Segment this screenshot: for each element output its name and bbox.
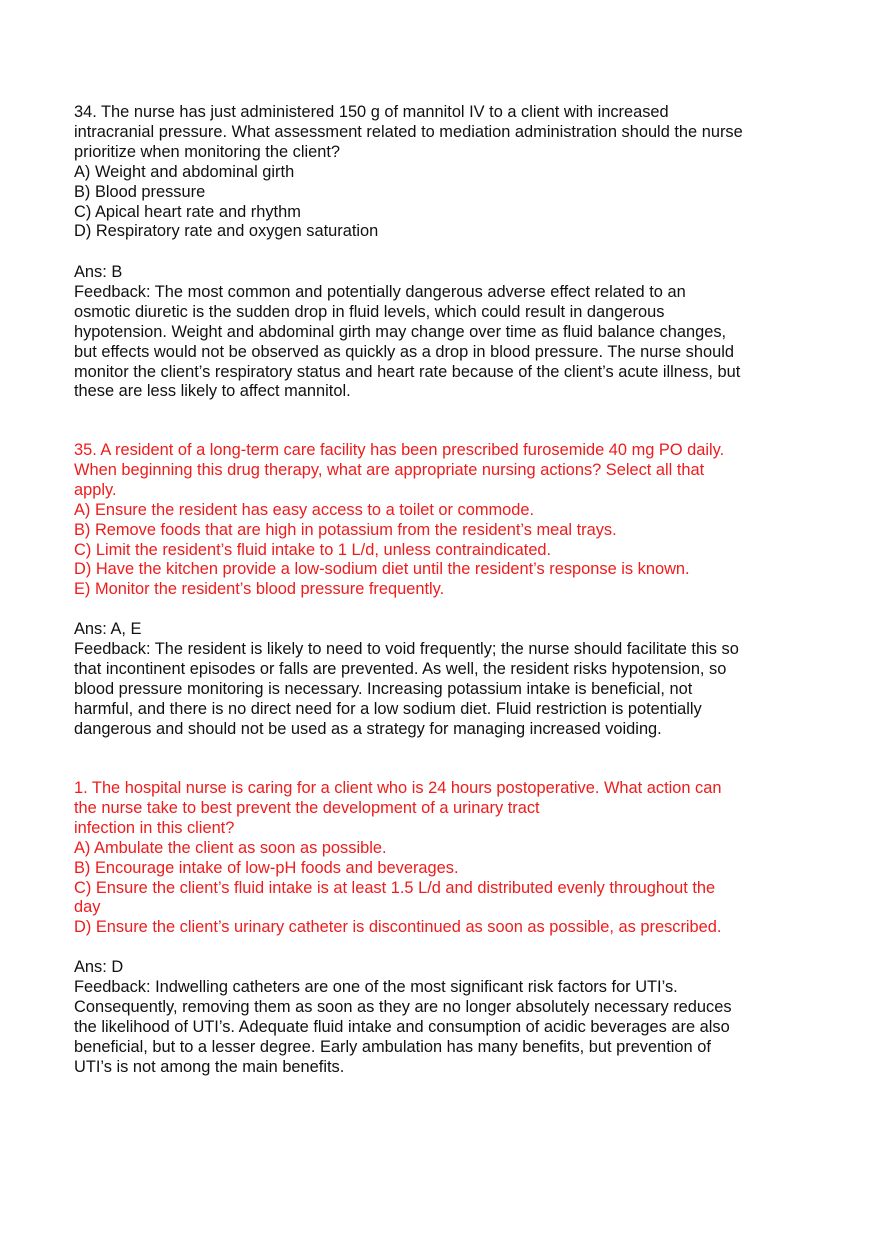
stem-line: 35. A resident of a long-term care facility has been prescribed furosemide 40 mg PO daily. bbox=[74, 441, 725, 459]
option-b: B) Remove foods that are high in potassium from the resident’s meal trays. bbox=[74, 520, 617, 539]
option-e: E) Monitor the resident’s blood pressure frequently. bbox=[74, 580, 445, 599]
option-c: C) Apical heart rate and rhythm bbox=[74, 202, 301, 221]
option-a: A) Weight and abdominal girth bbox=[74, 162, 295, 181]
feedback-line: but effects would not be observed as quickly as a drop in blood pressure. The nurse should bbox=[74, 342, 734, 361]
option-b: B) Encourage intake of low-pH foods and beverages. bbox=[74, 858, 459, 877]
feedback-line: UTI’s is not among the main benefits. bbox=[74, 1057, 345, 1076]
answer-key: Ans: A, E bbox=[74, 620, 142, 638]
question-1-stem bbox=[74, 779, 814, 839]
option-c-continued: day bbox=[74, 898, 101, 917]
question-1-options bbox=[74, 839, 814, 939]
stem-line: When beginning this drug therapy, what are appropriate nursing actions? Select all that bbox=[74, 460, 705, 479]
feedback-line: Feedback: The most common and potentially dangerous adverse effect related to an bbox=[74, 282, 686, 301]
question-34 bbox=[74, 103, 814, 242]
answer-key: Ans: D bbox=[74, 958, 124, 976]
feedback-line: hypotension. Weight and abdominal girth may change over time as fluid balance changes, bbox=[74, 322, 727, 341]
answer-1 bbox=[74, 958, 814, 1077]
option-c: C) Ensure the client’s fluid intake is at least 1.5 L/d and distributed evenly throughout the bbox=[74, 878, 716, 897]
feedback-line: Consequently, removing them as soon as they are no longer absolutely necessary reduces bbox=[74, 997, 732, 1016]
option-d: D) Ensure the client’s urinary catheter is discontinued as soon as possible, as prescribed. bbox=[74, 918, 722, 937]
question-35-stem bbox=[74, 441, 814, 501]
question-34-options bbox=[74, 163, 814, 243]
answer-35 bbox=[74, 620, 814, 739]
option-a: A) Ambulate the client as soon as possible. bbox=[74, 838, 387, 857]
stem-line: intracranial pressure. What assessment related to mediation administration should the nurse bbox=[74, 122, 743, 141]
stem-line: prioritize when monitoring the client? bbox=[74, 142, 341, 161]
feedback-line: Feedback: Indwelling catheters are one of the most significant risk factors for UTI’s. bbox=[74, 977, 678, 996]
question-35-options bbox=[74, 501, 814, 601]
feedback-line: harmful, and there is no direct need for a low sodium diet. Fluid restriction is potentially bbox=[74, 699, 702, 718]
option-d: D) Respiratory rate and oxygen saturation bbox=[74, 222, 379, 241]
feedback-line: Feedback: The resident is likely to need to void frequently; the nurse should facilitate this so bbox=[74, 639, 739, 658]
feedback-line: the likelihood of UTI’s. Adequate fluid intake and consumption of acidic beverages are also bbox=[74, 1017, 730, 1036]
answer-key: Ans: B bbox=[74, 263, 123, 281]
stem-line: the nurse take to best prevent the development of a urinary tract bbox=[74, 798, 540, 817]
feedback-line: these are less likely to affect mannitol. bbox=[74, 382, 351, 401]
feedback-line: blood pressure monitoring is necessary. Increasing potassium intake is beneficial, not bbox=[74, 679, 693, 698]
feedback-line: dangerous and should not be used as a strategy for managing increased voiding. bbox=[74, 719, 662, 738]
question-34-stem bbox=[74, 103, 814, 163]
option-b: B) Blood pressure bbox=[74, 182, 206, 201]
stem-line: 34. The nurse has just administered 150 g of mannitol IV to a client with increased bbox=[74, 103, 669, 121]
stem-line: apply. bbox=[74, 480, 117, 499]
feedback-line: that incontinent episodes or falls are prevented. As well, the resident risks hypotension, so bbox=[74, 659, 727, 678]
feedback-34 bbox=[74, 283, 814, 402]
question-1 bbox=[74, 779, 814, 938]
feedback-1 bbox=[74, 978, 814, 1078]
option-c: C) Limit the resident’s fluid intake to 1 L/d, unless contraindicated. bbox=[74, 540, 552, 559]
feedback-line: beneficial, but to a lesser degree. Early ambulation has many benefits, but prevention of bbox=[74, 1037, 711, 1056]
question-35 bbox=[74, 441, 814, 600]
stem-line: infection in this client? bbox=[74, 818, 235, 837]
feedback-line: osmotic diuretic is the sudden drop in fluid levels, which could result in dangerous bbox=[74, 302, 665, 321]
option-d: D) Have the kitchen provide a low-sodium diet until the resident’s response is known. bbox=[74, 560, 690, 579]
feedback-35 bbox=[74, 640, 814, 740]
answer-34 bbox=[74, 263, 814, 402]
option-a: A) Ensure the resident has easy access to a toilet or commode. bbox=[74, 500, 535, 519]
feedback-line: monitor the client’s respiratory status and heart rate because of the client’s acute illness, but bbox=[74, 362, 741, 381]
stem-line: 1. The hospital nurse is caring for a client who is 24 hours postoperative. What action can bbox=[74, 779, 722, 797]
